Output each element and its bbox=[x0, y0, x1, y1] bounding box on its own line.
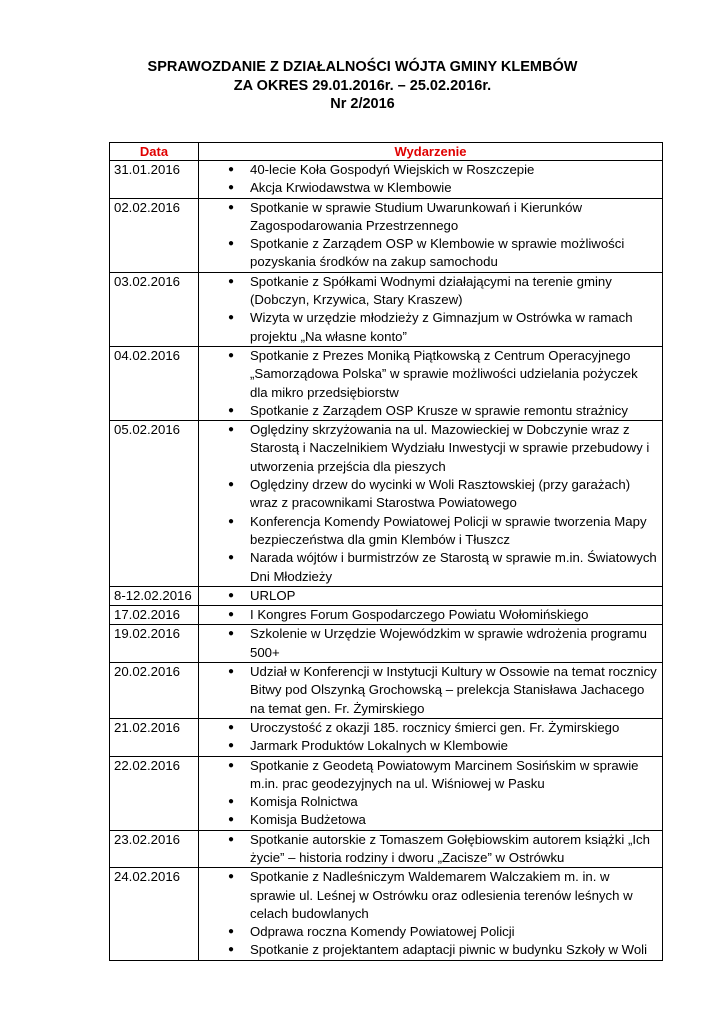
event-cell bbox=[199, 830, 663, 868]
event-list bbox=[203, 663, 658, 718]
list-item bbox=[228, 549, 658, 586]
event-list bbox=[203, 625, 658, 662]
bullet-icon: ● bbox=[228, 740, 235, 752]
event-text: URLOP bbox=[250, 587, 296, 603]
event-list bbox=[203, 868, 658, 959]
list-item bbox=[228, 923, 658, 941]
list-item bbox=[228, 831, 658, 868]
bullet-icon: ● bbox=[228, 552, 235, 564]
bullet-icon: ● bbox=[228, 182, 235, 194]
table-row bbox=[110, 421, 663, 587]
table-row bbox=[110, 625, 663, 663]
event-text: Spotkanie z Spółkami Wodnymi działającymi na terenie gminy (Dobczyn, Krzywica, Stary Kraszew) bbox=[250, 273, 612, 308]
list-item bbox=[228, 606, 658, 624]
column-header-date: Data bbox=[110, 143, 199, 161]
bullet-icon: ● bbox=[228, 479, 235, 491]
list-item bbox=[228, 199, 658, 236]
bullet-icon: ● bbox=[228, 721, 235, 733]
bullet-icon: ● bbox=[228, 589, 235, 601]
event-cell bbox=[199, 606, 663, 625]
table-row bbox=[110, 663, 663, 719]
event-list bbox=[203, 421, 658, 586]
event-text: Jarmark Produktów Lokalnych w Klembowie bbox=[250, 738, 508, 754]
table-row bbox=[110, 606, 663, 625]
bullet-icon: ● bbox=[228, 349, 235, 361]
list-item bbox=[228, 757, 658, 794]
list-item bbox=[228, 273, 658, 310]
event-text: Spotkanie z Nadleśniczym Waldemarem Walczakiem m. in. w sprawie ul. Leśnej w Ostrówku oraz odlesienia terenów leśnych w celach budowlanych bbox=[250, 869, 633, 921]
list-item bbox=[228, 587, 658, 605]
list-item bbox=[228, 719, 658, 737]
event-date: 23.02.2016 bbox=[110, 830, 199, 868]
event-list bbox=[203, 161, 658, 198]
event-text: Spotkanie z Geodetą Powiatowym Marcinem Sosińskim w sprawie m.in. prac geodezyjnych na ul. Wiśniowej w Pasku bbox=[250, 757, 639, 791]
list-item bbox=[228, 347, 658, 402]
event-cell bbox=[199, 272, 663, 346]
bullet-icon: ● bbox=[228, 666, 235, 678]
event-cell bbox=[199, 868, 663, 960]
event-text: Narada wójtów i burmistrzów ze Starostą w sprawie m.in. Światowych Dni Młodzieży bbox=[250, 550, 657, 584]
event-date: 03.02.2016 bbox=[110, 272, 199, 346]
list-item bbox=[228, 161, 658, 179]
event-text: Akcja Krwiodawstwa w Klembowie bbox=[250, 180, 452, 196]
bullet-icon: ● bbox=[228, 628, 235, 640]
event-cell bbox=[199, 198, 663, 272]
bullet-icon: ● bbox=[228, 312, 235, 324]
event-list bbox=[203, 757, 658, 830]
list-item bbox=[228, 421, 658, 476]
event-list bbox=[203, 831, 658, 868]
report-number: Nr 2/2016 bbox=[330, 96, 395, 112]
list-item bbox=[228, 402, 658, 420]
events-table-body bbox=[110, 161, 663, 961]
event-date: 02.02.2016 bbox=[110, 198, 199, 272]
bullet-icon: ● bbox=[228, 944, 235, 956]
event-date: 05.02.2016 bbox=[110, 421, 199, 587]
bullet-icon: ● bbox=[228, 404, 235, 416]
event-text: Odprawa roczna Komendy Powiatowej Policji bbox=[250, 924, 515, 940]
list-item bbox=[228, 793, 658, 811]
bullet-icon: ● bbox=[228, 201, 235, 213]
table-row bbox=[110, 830, 663, 868]
list-item bbox=[228, 309, 658, 346]
event-list bbox=[203, 273, 658, 346]
list-item bbox=[228, 737, 658, 755]
event-cell bbox=[199, 346, 663, 420]
bullet-icon: ● bbox=[228, 814, 235, 826]
list-item bbox=[228, 513, 658, 550]
list-item bbox=[228, 941, 658, 959]
event-list bbox=[203, 587, 658, 605]
bullet-icon: ● bbox=[228, 609, 235, 621]
table-row bbox=[110, 161, 663, 199]
event-cell bbox=[199, 663, 663, 719]
event-cell bbox=[199, 756, 663, 830]
event-text: Spotkanie w sprawie Studium Uwarunkowań i Kierunków Zagospodarowania Przestrzennego bbox=[250, 199, 583, 233]
table-row bbox=[110, 718, 663, 756]
report-title: SPRAWOZDANIE Z DZIAŁALNOŚCI WÓJTA GMINY KLEMBÓW bbox=[147, 59, 578, 75]
event-text: Spotkanie z projektantem adaptacji piwnic w budynku Szkoły w Woli bbox=[250, 942, 648, 958]
event-date: 21.02.2016 bbox=[110, 718, 199, 756]
event-date: 22.02.2016 bbox=[110, 756, 199, 830]
list-item bbox=[228, 179, 658, 197]
table-row bbox=[110, 346, 663, 420]
event-list bbox=[203, 719, 658, 756]
bullet-icon: ● bbox=[228, 164, 235, 175]
bullet-icon: ● bbox=[228, 424, 235, 436]
event-date: 19.02.2016 bbox=[110, 625, 199, 663]
event-text: Udział w Konferencji w Instytucji Kultury w Ossowie na temat rocznicy Bitwy pod Olszynką Grochowską – prelekcja Stanisława Jachacego na temat gen. Fr. Żymirskiego bbox=[250, 664, 657, 716]
table-row bbox=[110, 586, 663, 605]
event-cell bbox=[199, 161, 663, 199]
event-text: 40-lecie Koła Gospodyń Wiejskich w Roszczepie bbox=[250, 162, 535, 177]
event-text: Spotkanie z Zarządem OSP Krusze w sprawie remontu strażnicy bbox=[250, 402, 628, 418]
bullet-icon: ● bbox=[228, 926, 235, 938]
bullet-icon: ● bbox=[228, 833, 235, 845]
event-date: 20.02.2016 bbox=[110, 663, 199, 719]
event-list bbox=[203, 606, 658, 624]
event-text: Oględziny drzew do wycinki w Woli Rasztowskiej (przy garażach) wraz z pracownikami Starostwa Powiatowego bbox=[250, 477, 631, 511]
list-item bbox=[228, 235, 658, 272]
event-text: Spotkanie z Zarządem OSP w Klembowie w sprawie możliwości pozyskania środków na zakup samochodu bbox=[250, 236, 625, 270]
list-item bbox=[228, 811, 658, 829]
event-date: 31.01.2016 bbox=[110, 161, 199, 199]
report-header bbox=[0, 58, 725, 114]
event-text: Oględziny skrzyżowania na ul. Mazowieckiej w Dobczynie wraz z Starostą i Naczelnikiem Wydziału Inwestycji w sprawie przebudowy i utworzenia przejścia dla pieszych bbox=[250, 422, 650, 474]
bullet-icon: ● bbox=[228, 796, 235, 808]
bullet-icon: ● bbox=[228, 871, 235, 883]
table-row bbox=[110, 272, 663, 346]
table-row bbox=[110, 868, 663, 960]
events-table bbox=[109, 142, 663, 961]
event-text: Komisja Rolnictwa bbox=[250, 794, 358, 810]
bullet-icon: ● bbox=[228, 238, 235, 250]
event-date: 04.02.2016 bbox=[110, 346, 199, 420]
report-period: ZA OKRES 29.01.2016r. – 25.02.2016r. bbox=[233, 77, 492, 94]
event-text: Komisja Budżetowa bbox=[250, 812, 366, 828]
event-cell bbox=[199, 718, 663, 756]
event-text: Konferencja Komendy Powiatowej Policji w sprawie tworzenia Mapy bezpieczeństwa dla gmin Klembów i Tłuszcz bbox=[250, 513, 647, 547]
list-item bbox=[228, 476, 658, 513]
list-item bbox=[228, 663, 658, 718]
table-header-row bbox=[110, 143, 663, 161]
event-date: 17.02.2016 bbox=[110, 606, 199, 625]
event-text: Wizyta w urzędzie młodzieży z Gimnazjum w Ostrówka w ramach projektu „Na własne konto” bbox=[250, 310, 633, 344]
column-header-event: Wydarzenie bbox=[199, 143, 663, 161]
event-text: Spotkanie z Prezes Moniką Piątkowską z Centrum Operacyjnego „Samorządowa Polska” w sprawie możliwości udzielania pożyczek dla mikro przedsiębiorstw bbox=[250, 347, 638, 400]
event-date: 8-12.02.2016 bbox=[110, 586, 199, 605]
table-row bbox=[110, 756, 663, 830]
event-list bbox=[203, 347, 658, 420]
event-text: Szkolenie w Urzędzie Wojewódzkim w sprawie wdrożenia programu 500+ bbox=[250, 626, 648, 660]
event-date: 24.02.2016 bbox=[110, 868, 199, 960]
event-cell bbox=[199, 586, 663, 605]
list-item bbox=[228, 625, 658, 662]
event-cell bbox=[199, 421, 663, 587]
bullet-icon: ● bbox=[228, 759, 235, 771]
event-text: Uroczystość z okazji 185. rocznicy śmierci gen. Fr. Żymirskiego bbox=[250, 719, 620, 735]
event-list bbox=[203, 199, 658, 272]
bullet-icon: ● bbox=[228, 515, 235, 527]
bullet-icon: ● bbox=[228, 275, 235, 287]
event-cell bbox=[199, 625, 663, 663]
list-item bbox=[228, 868, 658, 923]
table-row bbox=[110, 198, 663, 272]
event-text: I Kongres Forum Gospodarczego Powiatu Wołomińskiego bbox=[250, 607, 589, 623]
event-text: Spotkanie autorskie z Tomaszem Gołębiowskim autorem książki „Ich życie” – historia rodziny i dworu „Zacisze” w Ostrówku bbox=[250, 831, 650, 865]
